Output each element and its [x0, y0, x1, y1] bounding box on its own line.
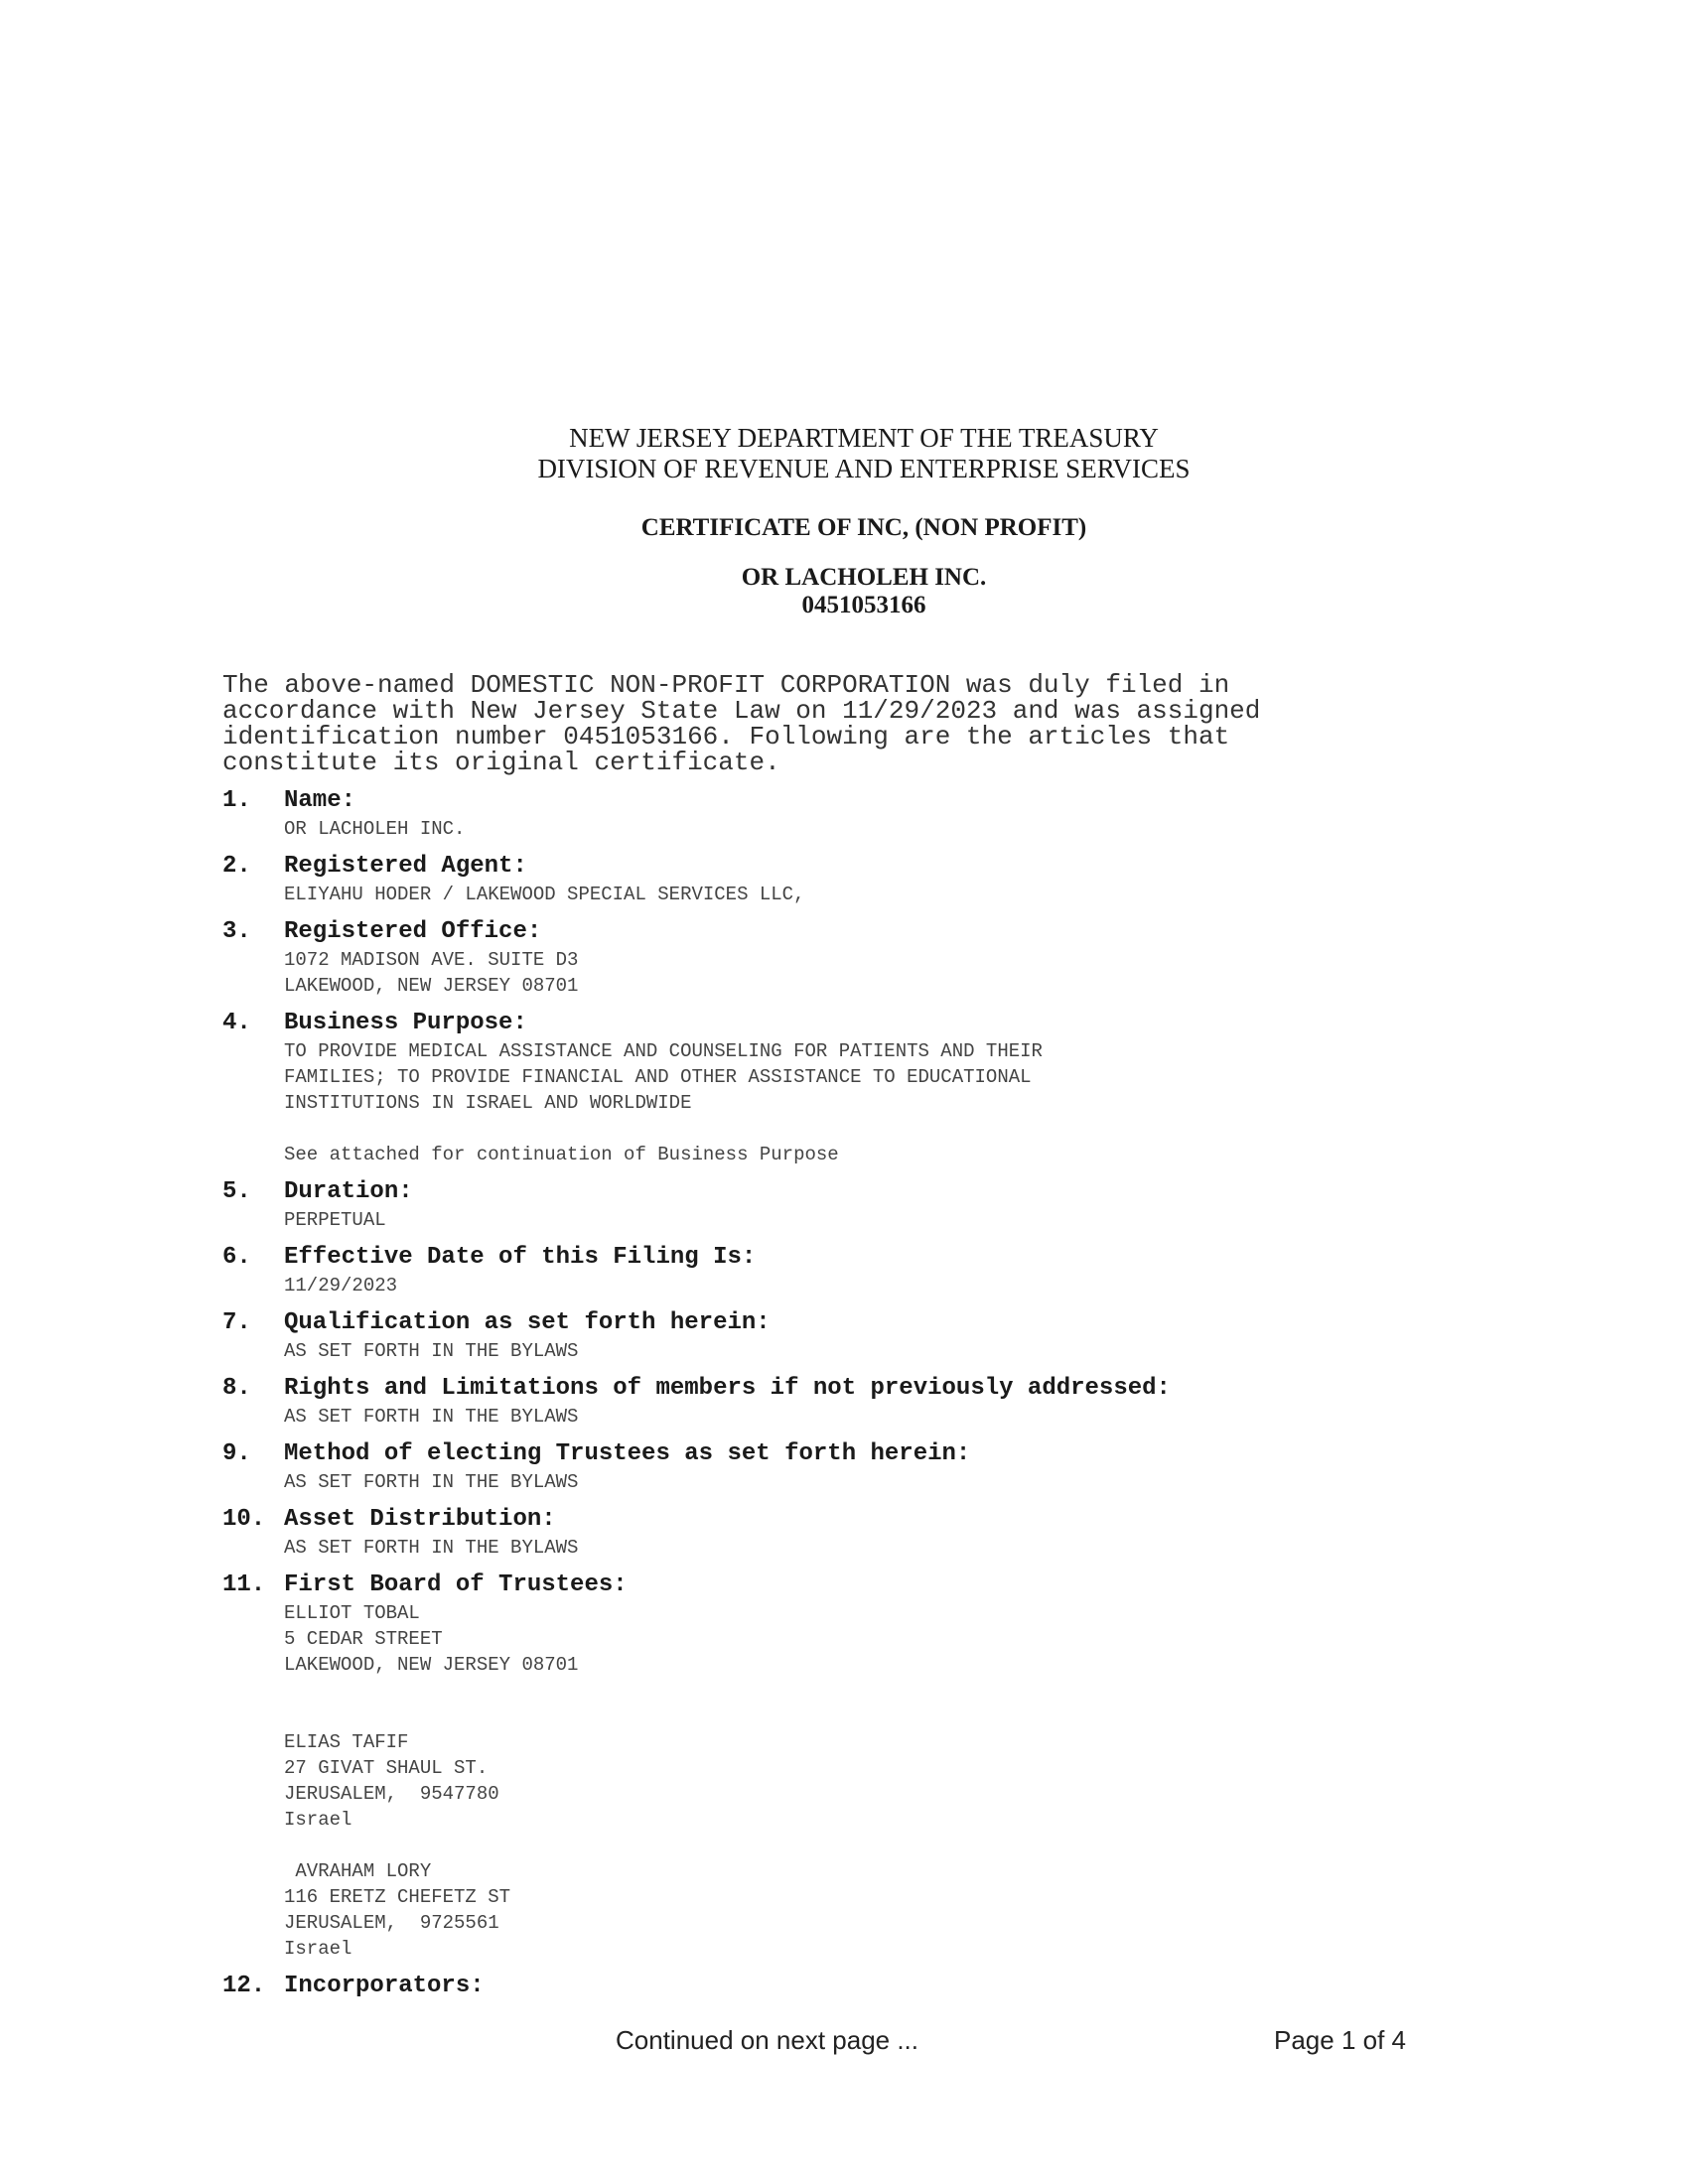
certificate-title: CERTIFICATE OF INC, (NON PROFIT) [640, 514, 1087, 541]
article-value: AS SET FORTH IN THE BYLAWS [284, 1471, 579, 1493]
article-title: Registered Office: [284, 918, 542, 945]
article-number: 8. [222, 1375, 251, 1402]
article-number: 6. [222, 1244, 251, 1271]
article-5 [222, 1177, 1513, 1233]
corporation-name: OR LACHOLEH INC. [741, 564, 987, 591]
continuation-note: See attached for continuation of Business Purpose [284, 1144, 839, 1165]
article-value: PERPETUAL [284, 1209, 386, 1231]
article-12 [222, 1972, 1513, 2001]
article-number: 10. [222, 1506, 266, 1533]
article-value: ELIYAHU HODER / LAKEWOOD SPECIAL SERVICES LLC, [284, 884, 805, 905]
article-value: AS SET FORTH IN THE BYLAWS [284, 1537, 579, 1559]
page-number: Page 1 of 4 [1274, 2025, 1406, 2055]
article-value: 1072 MADISON AVE. SUITE D3 LAKEWOOD, NEW JERSEY 08701 [284, 949, 579, 997]
article-4 [222, 1009, 1513, 1167]
trustee-entry: ELIAS TAFIF 27 GIVAT SHAUL ST. JERUSALEM, 9547780 Israel [284, 1731, 499, 1831]
intro-paragraph: The above-named DOMESTIC NON-PROFIT CORPORATION was duly filed in accordance with New Jersey State Law on 11/29/2023 and was assigned identification number 0451053166. Following are the articles that constitute its original certificate. [222, 670, 1261, 777]
trustee-entry: AVRAHAM LORY 116 ERETZ CHEFETZ ST JERUSALEM, 9725561 Israel [284, 1860, 511, 1960]
article-title: Qualification as set forth herein: [284, 1309, 771, 1336]
article-6 [222, 1243, 1513, 1298]
document-header [0, 423, 1688, 619]
article-3 [222, 917, 1513, 999]
article-number: 9. [222, 1440, 251, 1467]
article-title: Rights and Limitations of members if not previously addressed: [284, 1375, 1171, 1402]
article-title: Method of electing Trustees as set forth herein: [284, 1440, 971, 1467]
articles-list [222, 786, 1513, 2011]
article-value: TO PROVIDE MEDICAL ASSISTANCE AND COUNSELING FOR PATIENTS AND THEIR FAMILIES; TO PROVIDE FINANCIAL AND OTHER ASSISTANCE TO EDUCATIONAL INSTITUTIONS IN ISRAEL AND WORLDWIDE [284, 1040, 1043, 1114]
continued-note: Continued on next page ... [616, 2025, 919, 2055]
article-value: 11/29/2023 [284, 1275, 398, 1297]
article-title: First Board of Trustees: [284, 1571, 628, 1598]
article-title: Duration: [284, 1178, 413, 1205]
division-name: DIVISION OF REVENUE AND ENTERPRISE SERVICES [537, 454, 1191, 483]
article-title: Registered Agent: [284, 853, 527, 880]
article-number: 4. [222, 1010, 251, 1036]
department-name: NEW JERSEY DEPARTMENT OF THE TREASURY [569, 423, 1159, 453]
article-2 [222, 852, 1513, 907]
article-value: OR LACHOLEH INC. [284, 818, 466, 840]
article-title: Asset Distribution: [284, 1506, 556, 1533]
corporation-number: 0451053166 [801, 592, 926, 618]
article-11 [222, 1570, 1513, 1962]
article-number: 2. [222, 853, 251, 880]
trustee-entry: ELLIOT TOBAL 5 CEDAR STREET LAKEWOOD, NEW JERSEY 08701 [284, 1602, 579, 1676]
article-title: Effective Date of this Filing Is: [284, 1244, 757, 1271]
article-title: Name: [284, 787, 356, 814]
article-number: 11. [222, 1571, 266, 1598]
article-title: Business Purpose: [284, 1010, 527, 1036]
article-number: 12. [222, 1973, 266, 1999]
article-number: 3. [222, 918, 251, 945]
article-number: 5. [222, 1178, 251, 1205]
article-10 [222, 1505, 1513, 1561]
article-8 [222, 1374, 1513, 1430]
article-1 [222, 786, 1513, 842]
article-9 [222, 1439, 1513, 1495]
article-number: 1. [222, 787, 251, 814]
article-value: AS SET FORTH IN THE BYLAWS [284, 1406, 579, 1428]
article-title: Incorporators: [284, 1973, 485, 1999]
article-7 [222, 1308, 1513, 1364]
article-value: AS SET FORTH IN THE BYLAWS [284, 1340, 579, 1362]
article-number: 7. [222, 1309, 251, 1336]
